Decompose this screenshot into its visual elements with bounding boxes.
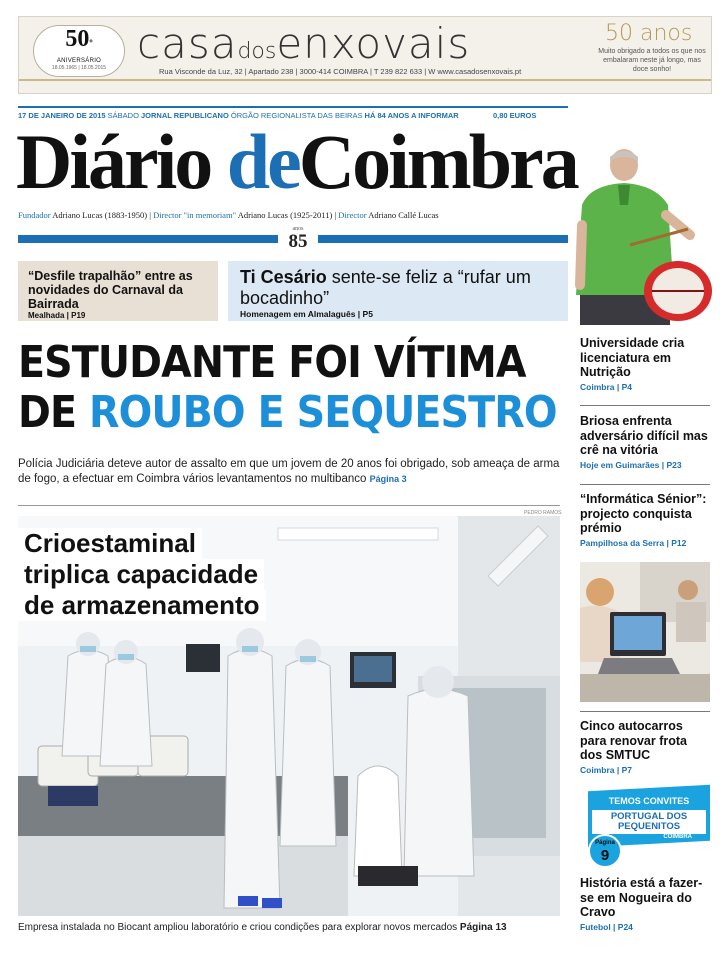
title-part-a: Diário	[16, 118, 211, 205]
laptop-illustration	[580, 562, 710, 702]
badge-number: 50	[65, 26, 90, 52]
director-label: Director	[338, 210, 367, 220]
main-lead	[18, 457, 563, 487]
teaser-right-title: sente-se feliz a “rufar um bocadinho”	[240, 267, 531, 308]
teaser-right-name: Ti Cesário	[240, 267, 327, 287]
sidebar-rule	[580, 484, 710, 485]
teaser-left-title: “Desfile trapalhão” entre as novidades do Carnaval da Bairrada	[28, 269, 193, 311]
photo-caption-page: Página 13	[459, 922, 507, 933]
main-headline-line2-b: ROUBO E SEQUESTRO	[89, 387, 557, 438]
sidebar-story-2-title: Briosa enfrenta adversário difícil mas crê na vitória	[580, 414, 708, 457]
ad-years: 50 anos	[605, 21, 693, 46]
main-headline-line1[interactable]: ESTUDANTE FOI VÍTIMA	[18, 337, 526, 388]
organ: ÓRGÃO REGIONALISTA DAS BEIRAS	[230, 111, 363, 120]
anos-number: 85	[288, 231, 308, 252]
sidebar-rule	[580, 711, 710, 712]
ad-gold-rule	[19, 79, 711, 81]
paper-type: JORNAL REPUBLICANO	[141, 111, 229, 120]
price: 0,80 EUROS	[493, 111, 537, 120]
section-divider	[18, 505, 560, 506]
ad-address: Rua Visconde da Luz, 32 | Apartado 238 | 3000-414 COIMBRA | T 239 822 633 | W www.casadosenxovais.pt	[159, 67, 522, 76]
photo-headline-line2: triplica capacidade	[18, 559, 264, 590]
sidebar-story-5-title: História está a fazer-se em Nogueira do Cravo	[580, 876, 703, 919]
promo-portugal-dos-pequenitos[interactable]	[588, 788, 710, 864]
title-part-c: Coimbra	[298, 118, 577, 205]
sidebar-story-1-source: Coimbra | P4	[580, 381, 632, 392]
drummer-photo	[560, 145, 712, 325]
badge-sup: º	[89, 38, 93, 49]
ad-thanks: Muito obrigado a todos os que nos embalaram neste já longo, mas doce sonho!	[598, 48, 706, 73]
sidebar-story-5-source: Futebol | P24	[580, 921, 633, 932]
newspaper-title	[16, 120, 577, 204]
memoriam-label: Director "in memoriam"	[153, 210, 237, 220]
ad-banner-casa-dos-enxovais	[18, 16, 712, 94]
promo-line1: TEMOS CONVITES	[608, 796, 690, 806]
sidebar-story-5[interactable]	[580, 876, 710, 932]
main-headline-line2-a: DE	[18, 387, 77, 438]
badge-dates: 18.05.1965 | 18.05.2015	[51, 65, 107, 71]
date: 17 DE JANEIRO DE 2015	[18, 111, 106, 120]
sidebar-story-1-title: Universidade cria licenciatura em Nutrição	[580, 336, 685, 379]
sidebar-rule	[580, 405, 710, 406]
promo-page-badge	[588, 834, 622, 868]
sidebar-story-4[interactable]	[580, 719, 710, 775]
sidebar-story-2-source: Hoje em Guimarães | P23	[580, 459, 682, 470]
masthead-top-rule	[18, 106, 568, 108]
ad-name-part-b: dos	[237, 39, 277, 64]
founder: Adriano Lucas (1883-1950)	[52, 210, 148, 220]
sidebar-story-3-source: Pampilhosa da Serra | P12	[580, 537, 687, 548]
anniversary-badge	[33, 25, 125, 77]
photo-caption-text: Empresa instalada no Biocant ampliou laboratório e criou condições para explorar novos mercados	[18, 922, 458, 933]
main-lead-text: Polícia Judiciária deteve autor de assalto em que um jovem de 20 anos foi obrigado, sob ameaça de arma de fogo, a efectuar em Coimbra vários levantamentos no multibanco	[18, 458, 560, 485]
sidebar-story-3[interactable]	[580, 492, 710, 548]
promo-line2: PORTUGAL DOS PEQUENITOS	[592, 810, 706, 834]
ad-name-part-a: casa	[137, 19, 238, 68]
weekday: SÁBADO	[107, 111, 139, 120]
years-informing: HÁ 84 ANOS A INFORMAR	[364, 111, 459, 120]
sidebar-story-1[interactable]	[580, 336, 710, 392]
teaser-ti-cesario[interactable]	[228, 261, 568, 321]
main-lead-page: Página 3	[369, 474, 407, 484]
photo-headline[interactable]	[18, 528, 266, 621]
promo-line3: COIMBRA	[663, 834, 692, 840]
photo-credit: PEDRO RAMOS	[524, 510, 562, 516]
teaser-left-source: Mealhada | P19	[28, 311, 86, 320]
photo-caption	[18, 922, 563, 933]
staff-line: Fundador Adriano Lucas (1883-1950) | Director "in memoriam" Adriano Lucas (1925-2011) | Director Adriano Callé Lucas	[18, 210, 439, 220]
main-headline-line2[interactable]	[18, 388, 557, 438]
title-part-b: de	[226, 118, 299, 205]
promo-page-label: Página	[595, 840, 615, 846]
ad-store-name	[137, 19, 470, 68]
informatica-senior-photo	[580, 562, 710, 702]
sidebar-story-3-title: “Informática Sénior”: projecto conquista prémio	[580, 492, 707, 535]
founder-label: Fundador	[18, 210, 51, 220]
photo-headline-line3: de armazenamento	[18, 590, 266, 621]
ad-name-part-c: enxovais	[276, 19, 471, 68]
memoriam: Adriano Lucas (1925-2011)	[237, 210, 333, 220]
photo-headline-line1: Crioestaminal	[18, 528, 202, 559]
teaser-carnaval[interactable]	[18, 261, 218, 321]
promo-page-number: 9	[600, 847, 610, 864]
sidebar-story-4-title: Cinco autocarros para renovar frota dos SMTUC	[580, 719, 687, 762]
anos-label: anos	[292, 226, 304, 232]
badge-label: ANIVERSÁRIO	[56, 58, 102, 64]
teaser-right-source: Homenagem em Almalaguês | P5	[240, 309, 373, 319]
anniversary-85-mark	[278, 226, 318, 252]
sidebar-story-2[interactable]	[580, 414, 710, 470]
director: Adriano Callé Lucas	[368, 210, 439, 220]
drummer-illustration	[560, 145, 712, 325]
sidebar-story-4-source: Coimbra | P7	[580, 764, 632, 775]
